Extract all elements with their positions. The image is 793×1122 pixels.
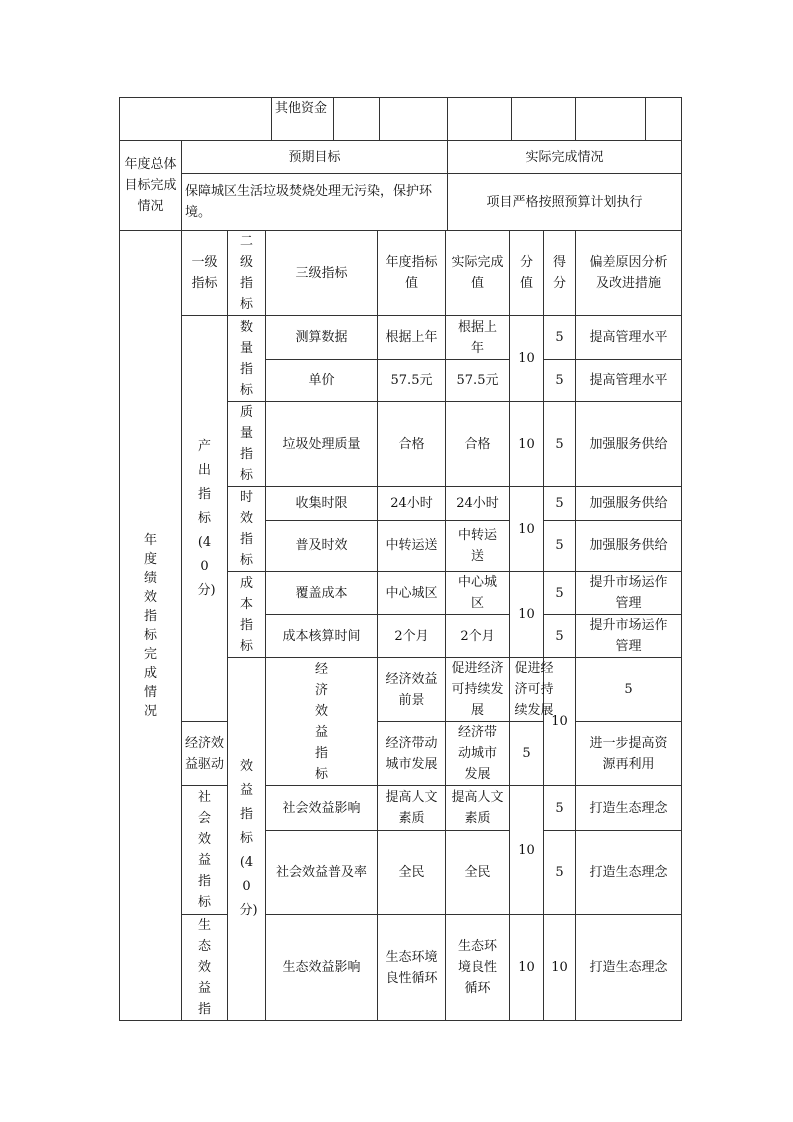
indicator-name: 社会效益普及率 bbox=[266, 831, 378, 915]
indicator-actual: 全民 bbox=[446, 831, 510, 915]
funds-cell bbox=[646, 98, 682, 141]
indicator-weight: 10 bbox=[510, 487, 544, 572]
indicator-target: 中心城区 bbox=[378, 572, 446, 615]
indicator-target: 24小时 bbox=[378, 487, 446, 521]
indicator-actual: 提高人文素质 bbox=[446, 786, 510, 831]
header-actual: 实际完成值 bbox=[446, 231, 510, 316]
indicator-weight: 10 bbox=[510, 402, 544, 487]
other-funds-label: 其他资金 bbox=[272, 98, 334, 141]
indicator-actual: 中转运送 bbox=[446, 520, 510, 571]
indicators-section-label: 年度绩效指标完成情况 bbox=[120, 231, 182, 1021]
header-analysis: 偏差原因分析及改进措施 bbox=[576, 231, 682, 316]
indicator-actual: 生态环境良性循环 bbox=[446, 915, 510, 1021]
indicator-weight: 10 bbox=[510, 786, 544, 915]
header-score: 得分 bbox=[544, 231, 576, 316]
indicator-note: 打造生态理念 bbox=[576, 915, 682, 1021]
quality-indicator-label: 质量指标 bbox=[228, 402, 266, 487]
indicator-note: 提升市场运作管理 bbox=[576, 615, 682, 658]
indicator-actual: 57.5元 bbox=[446, 360, 510, 402]
indicator-note: 加强服务供给 bbox=[576, 520, 682, 571]
indicator-actual: 中心城区 bbox=[446, 572, 510, 615]
indicator-note: 进一步提高资源再利用 bbox=[576, 722, 682, 786]
indicator-target: 57.5元 bbox=[378, 360, 446, 402]
indicator-score: 5 bbox=[544, 831, 576, 915]
indicator-score: 5 bbox=[544, 615, 576, 658]
goals-section-label: 年度总体目标完成情况 bbox=[120, 141, 182, 231]
indicator-score: 5 bbox=[544, 316, 576, 360]
indicator-name: 社会效益影响 bbox=[266, 786, 378, 831]
quantity-indicator-label: 数量指标 bbox=[228, 316, 266, 402]
indicator-score: 5 bbox=[544, 572, 576, 615]
indicator-score: 5 bbox=[544, 487, 576, 521]
indicator-note: 加强服务供给 bbox=[576, 487, 682, 521]
indicator-actual: 根据上年 bbox=[446, 316, 510, 360]
indicator-actual: 合格 bbox=[446, 402, 510, 487]
planned-goal-header: 预期目标 bbox=[182, 141, 448, 174]
funds-blank-cell bbox=[120, 98, 272, 141]
indicator-score: 5 bbox=[544, 786, 576, 831]
indicator-target: 全民 bbox=[378, 831, 446, 915]
ecological-indicator-label: 生态效益指 bbox=[182, 915, 228, 1021]
indicator-score: 5 bbox=[576, 658, 682, 722]
indicators-table bbox=[119, 230, 682, 1021]
header-target: 年度指标值 bbox=[378, 231, 446, 316]
indicator-note: 提升市场运作管理 bbox=[576, 572, 682, 615]
indicator-target: 2个月 bbox=[378, 615, 446, 658]
funds-cell bbox=[334, 98, 380, 141]
indicator-note: 加强服务供给 bbox=[576, 402, 682, 487]
indicator-target: 合格 bbox=[378, 402, 446, 487]
indicator-name: 成本核算时间 bbox=[266, 615, 378, 658]
indicator-score: 5 bbox=[544, 360, 576, 402]
actual-goal-text: 项目严格按照预算计划执行 bbox=[448, 174, 682, 231]
indicator-note: 打造生态理念 bbox=[576, 786, 682, 831]
indicator-weight: 10 bbox=[544, 658, 576, 786]
indicator-name: 普及时效 bbox=[266, 520, 378, 571]
header-weight: 分值 bbox=[510, 231, 544, 316]
indicator-score: 10 bbox=[544, 915, 576, 1021]
funds-cell bbox=[448, 98, 512, 141]
social-indicator-label: 社会效益指标 bbox=[182, 786, 228, 915]
funds-cell bbox=[380, 98, 448, 141]
indicator-weight: 10 bbox=[510, 572, 544, 658]
indicator-actual: 促进经济可持续发展 bbox=[510, 658, 544, 722]
indicator-name: 单价 bbox=[266, 360, 378, 402]
funds-cell bbox=[512, 98, 576, 141]
indicator-weight: 10 bbox=[510, 915, 544, 1021]
indicator-name: 覆盖成本 bbox=[266, 572, 378, 615]
indicator-target: 促进经济可持续发展 bbox=[446, 658, 510, 722]
indicator-actual: 2个月 bbox=[446, 615, 510, 658]
indicator-note: 提高管理水平 bbox=[576, 360, 682, 402]
indicator-name: 经济效益驱动 bbox=[182, 722, 228, 786]
indicator-actual: 经济带动城市发展 bbox=[446, 722, 510, 786]
actual-goal-header: 实际完成情况 bbox=[448, 141, 682, 174]
indicator-weight: 10 bbox=[510, 316, 544, 402]
indicator-name: 垃圾处理质量 bbox=[266, 402, 378, 487]
indicator-score: 5 bbox=[544, 520, 576, 571]
indicator-score: 5 bbox=[544, 402, 576, 487]
indicator-target: 根据上年 bbox=[378, 316, 446, 360]
benefit-group-label: 效益指标(40分) bbox=[228, 658, 266, 1021]
indicator-target: 经济带动城市发展 bbox=[378, 722, 446, 786]
header-level3: 三级指标 bbox=[266, 231, 378, 316]
indicator-score: 5 bbox=[510, 722, 544, 786]
indicator-name: 测算数据 bbox=[266, 316, 378, 360]
header-level2: 二级指标 bbox=[228, 231, 266, 316]
indicator-name: 经济效益前景 bbox=[378, 658, 446, 722]
funds-table bbox=[119, 97, 682, 141]
economic-indicator-label: 经济效益指标 bbox=[266, 658, 378, 786]
indicator-note: 提高管理水平 bbox=[576, 316, 682, 360]
timeliness-indicator-label: 时效指标 bbox=[228, 487, 266, 572]
indicator-target: 生态环境良性循环 bbox=[378, 915, 446, 1021]
planned-goal-text: 保障城区生活垃圾焚烧处理无污染，保护环境。 bbox=[182, 174, 448, 231]
indicator-target: 提高人文素质 bbox=[378, 786, 446, 831]
indicator-target: 中转运送 bbox=[378, 520, 446, 571]
indicator-note: 打造生态理念 bbox=[576, 831, 682, 915]
output-group-label: 产出指标(40分) bbox=[182, 316, 228, 722]
indicator-name: 收集时限 bbox=[266, 487, 378, 521]
header-level1: 一级指标 bbox=[182, 231, 228, 316]
goals-table bbox=[119, 140, 682, 231]
indicator-actual: 24小时 bbox=[446, 487, 510, 521]
funds-cell bbox=[576, 98, 646, 141]
indicator-name: 生态效益影响 bbox=[266, 915, 378, 1021]
cost-indicator-label: 成本指标 bbox=[228, 572, 266, 658]
